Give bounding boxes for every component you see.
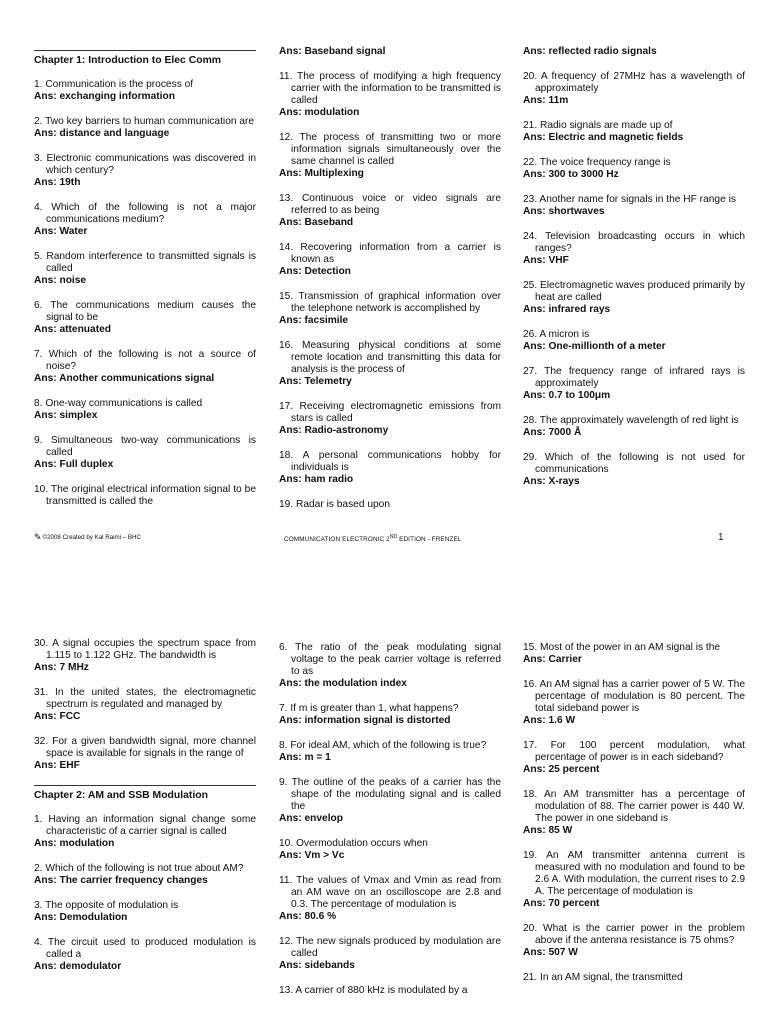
answer-text: Ans: 7 MHz: [34, 662, 89, 673]
answer-text: Ans: 300 to 3000 Hz: [523, 169, 619, 180]
page-number: 1: [718, 532, 724, 543]
question-item: [523, 46, 745, 58]
answer-text: Ans: 80.6 %: [279, 911, 337, 922]
question-text: 22. The voice frequency range is: [523, 157, 671, 168]
question-item: [523, 280, 745, 316]
answer-text: Ans: modulation: [34, 838, 115, 849]
page1-column-1: [34, 50, 256, 521]
answer-text: Ans: information signal is distorted: [279, 715, 451, 726]
page2-column-2: [279, 642, 501, 1010]
answer-text: Ans: simplex: [34, 410, 98, 421]
answer-text: Ans: facsimile: [279, 315, 349, 326]
question-item: [279, 450, 501, 486]
question-item: [34, 863, 256, 887]
question-text: 9. Simultaneous two-way communications is called: [34, 435, 256, 458]
question-text: 32. For a given bandwidth signal, more channel space is available for signals in the range of: [34, 736, 256, 759]
answer-text: Ans: demodulator: [34, 961, 122, 972]
question-list: [279, 46, 501, 511]
footer-credit-text: ©2008 Created by Kal Raimi – BHC: [42, 534, 141, 541]
answer-text: Ans: Radio-astronomy: [279, 425, 389, 436]
question-item: [523, 366, 745, 402]
page-gap: [0, 560, 768, 628]
answer-text: Ans: attenuated: [34, 324, 111, 335]
question-list: [34, 638, 256, 772]
question-item: [34, 484, 256, 508]
question-text: 12. The process of transmitting two or more information signals simultaneously over the same channel is called: [279, 132, 501, 167]
question-item: [279, 242, 501, 278]
question-item: [34, 814, 256, 850]
question-text: 1. Having an information signal change some characteristic of a carrier signal is called: [34, 814, 256, 837]
question-text: 28. The approximately wavelength of red light is: [523, 415, 739, 426]
question-text: 15. Transmission of graphical information over the telephone network is accomplished by: [279, 291, 501, 314]
question-item: [523, 850, 745, 910]
question-text: 17. For 100 percent modulation, what percentage of power is in each sideband?: [523, 740, 745, 763]
question-item: [279, 401, 501, 437]
question-item: [34, 202, 256, 238]
question-item: [523, 972, 745, 984]
question-text: 11. The process of modifying a high frequency carrier with the information to be transmitted is called: [279, 71, 501, 106]
question-item: [279, 193, 501, 229]
question-item: [523, 120, 745, 144]
question-text: 7. Which of the following is not a source of noise?: [34, 349, 256, 372]
question-item: [279, 985, 501, 997]
question-item: [523, 157, 745, 181]
question-item: [523, 415, 745, 439]
question-item: [279, 291, 501, 327]
question-item: [34, 116, 256, 140]
question-text: 3. Electronic communications was discovered in which century?: [34, 153, 256, 176]
question-item: [523, 231, 745, 267]
question-item: [523, 679, 745, 727]
question-item: [523, 740, 745, 776]
question-text: 15. Most of the power in an AM signal is the: [523, 642, 721, 653]
question-text: 21. Radio signals are made up of: [523, 120, 673, 131]
answer-text: Ans: FCC: [34, 711, 81, 722]
question-item: [279, 642, 501, 690]
answer-text: Ans: Detection: [279, 266, 351, 277]
question-item: [279, 71, 501, 119]
question-text: 18. A personal communications hobby for individuals is: [279, 450, 501, 473]
question-text: 25. Electromagnetic waves produced primarily by heat are called: [523, 280, 745, 303]
question-item: [523, 194, 745, 218]
question-item: [279, 132, 501, 180]
question-text: 21. In an AM signal, the transmitted: [523, 972, 683, 983]
answer-text: Ans: infrared rays: [523, 304, 611, 315]
question-text: 4. Which of the following is not a major communications medium?: [34, 202, 256, 225]
question-text: 10. The original electrical information signal to be transmitted is called the: [34, 484, 256, 507]
answer-text: Ans: envelop: [279, 813, 343, 824]
answer-text: Ans: noise: [34, 275, 87, 286]
question-item: [523, 452, 745, 488]
question-text: 14. Recovering information from a carrier is known as: [279, 242, 501, 265]
question-text: 1. Communication is the process of: [34, 79, 194, 90]
page2-column-3: [523, 642, 745, 997]
question-list: [34, 814, 256, 973]
answer-text: Ans: 507 W: [523, 947, 578, 958]
question-item: [34, 736, 256, 772]
question-item: [523, 923, 745, 959]
answer-text: Ans: distance and language: [34, 128, 170, 139]
question-text: 13. A carrier of 880 kHz is modulated by a: [279, 985, 468, 996]
question-item: [523, 642, 745, 666]
question-item: [279, 740, 501, 764]
answer-text: Ans: m = 1: [279, 752, 331, 763]
question-list: [279, 642, 501, 997]
answer-text: Ans: exchanging information: [34, 91, 175, 102]
answer-text: Ans: 11m: [523, 95, 569, 106]
answer-text: Ans: the modulation index: [279, 678, 407, 689]
answer-text: Ans: Baseband signal: [279, 46, 386, 57]
answer-text: Ans: X-rays: [523, 476, 580, 487]
footer-title-part-b: EDITION - FRENZEL: [397, 536, 462, 544]
answer-text: Ans: EHF: [34, 760, 80, 771]
answer-text: Ans: 0.7 to 100μm: [523, 390, 611, 401]
question-item: [34, 687, 256, 723]
question-text: 29. Which of the following is not used for communications: [523, 452, 745, 475]
question-item: [34, 300, 256, 336]
question-text: 8. One-way communications is called: [34, 398, 203, 409]
question-text: 31. In the united states, the electromagnetic spectrum is regulated and managed by: [34, 687, 256, 710]
footer-credit: [34, 533, 141, 542]
question-item: [34, 398, 256, 422]
question-text: 26. A micron is: [523, 329, 590, 340]
answer-text: Ans: Another communications signal: [34, 373, 215, 384]
answer-text: Ans: VHF: [523, 255, 569, 266]
question-item: [279, 838, 501, 862]
question-text: 2. Two key barriers to human communication are: [34, 116, 255, 127]
question-text: 6. The ratio of the peak modulating signal voltage to the peak carrier voltage is referred to as: [279, 642, 501, 677]
answer-text: Ans: The carrier frequency changes: [34, 875, 208, 886]
question-item: [523, 329, 745, 353]
question-text: 20. A frequency of 27MHz has a wavelength of approximately: [523, 71, 745, 94]
footer-title-sup: ND: [389, 534, 398, 540]
chapter-rule: [34, 50, 256, 51]
answer-text: Ans: 1.6 W: [523, 715, 576, 726]
question-text: 18. An AM transmitter has a percentage of modulation of 88. The carrier power is 440 W. The power in one sideband is: [523, 789, 745, 824]
question-item: [34, 79, 256, 103]
question-item: [34, 349, 256, 385]
page1-column-2: [279, 46, 501, 524]
question-item: [279, 875, 501, 923]
question-text: 13. Continuous voice or video signals are referred to as being: [279, 193, 501, 216]
question-item: [34, 153, 256, 189]
answer-text: Ans: Multiplexing: [279, 168, 364, 179]
answer-text: Ans: modulation: [279, 107, 360, 118]
question-text: 12. The new signals produced by modulation are called: [279, 936, 501, 959]
pencil-logo-icon: ✎: [34, 532, 42, 542]
question-list: [523, 46, 745, 488]
question-list: [523, 642, 745, 984]
question-list: [34, 79, 256, 508]
answer-text: Ans: 25 percent: [523, 764, 600, 775]
footer-title: [284, 534, 462, 543]
answer-text: Ans: Baseband: [279, 217, 354, 228]
question-text: 23. Another name for signals in the HF range is: [523, 194, 736, 205]
chapter-heading: Chapter 2: AM and SSB Modulation: [34, 790, 208, 801]
answer-text: Ans: Full duplex: [34, 459, 114, 470]
question-item: [279, 777, 501, 825]
question-text: 8. For ideal AM, which of the following is true?: [279, 740, 487, 751]
question-item: [279, 703, 501, 727]
answer-text: Ans: 70 percent: [523, 898, 600, 909]
page1-column-3: [523, 46, 745, 501]
answer-text: Ans: Electric and magnetic fields: [523, 132, 684, 143]
question-item: [34, 937, 256, 973]
question-item: [279, 936, 501, 972]
answer-text: Ans: One-millionth of a meter: [523, 341, 666, 352]
document-page-2: [0, 628, 768, 1024]
question-item: [279, 499, 501, 511]
question-item: [34, 251, 256, 287]
question-item: [279, 46, 501, 58]
question-text: 16. Measuring physical conditions at some remote location and transmitting this data for analysis is the process of: [279, 340, 501, 375]
question-text: 19. Radar is based upon: [279, 499, 391, 510]
answer-text: Ans: Demodulation: [34, 912, 128, 923]
question-item: [279, 340, 501, 388]
question-text: 3. The opposite of modulation is: [34, 900, 179, 911]
question-item: [34, 435, 256, 471]
question-text: 5. Random interference to transmitted signals is called: [34, 251, 256, 274]
question-text: 2. Which of the following is not true about AM?: [34, 863, 244, 874]
question-text: 11. The values of Vmax and Vmin as read from an AM wave on an oscilloscope are 2.8 and 0.3. The percentage of modulation is: [279, 875, 501, 910]
answer-text: Ans: sidebands: [279, 960, 355, 971]
answer-text: Ans: Water: [34, 226, 88, 237]
question-text: 17. Receiving electromagnetic emissions from stars is called: [279, 401, 501, 424]
footer-title-part-a: COMMUNICATION ELECTRONIC 2: [284, 536, 390, 544]
question-text: 20. What is the carrier power in the problem above if the antenna resistance is 75 ohms?: [523, 923, 745, 946]
question-text: 4. The circuit used to produced modulation is called a: [34, 937, 256, 960]
answer-text: Ans: reflected radio signals: [523, 46, 657, 57]
question-text: 7. If m is greater than 1, what happens?: [279, 703, 459, 714]
question-text: 27. The frequency range of infrared rays is approximately: [523, 366, 745, 389]
question-item: [34, 638, 256, 674]
answer-text: Ans: ham radio: [279, 474, 354, 485]
question-text: 10. Overmodulation occurs when: [279, 838, 428, 849]
chapter-rule: [34, 785, 256, 786]
question-text: 16. An AM signal has a carrier power of 5 W. The percentage of modulation is 80 percent. The total sideband power is: [523, 679, 745, 714]
question-item: [523, 71, 745, 107]
question-text: 24. Television broadcasting occurs in which ranges?: [523, 231, 745, 254]
question-text: 19. An AM transmitter antenna current is measured with no modulation and found to be 2.6 A. With modulation, the current rises to 2.9 A. The percentage of modulation is: [523, 850, 745, 897]
answer-text: Ans: shortwaves: [523, 206, 605, 217]
answer-text: Ans: Vm > Vc: [279, 850, 345, 861]
question-text: 9. The outline of the peaks of a carrier has the shape of the modulating signal and is called the: [279, 777, 501, 812]
question-text: 6. The communications medium causes the signal to be: [34, 300, 256, 323]
answer-text: Ans: Telemetry: [279, 376, 352, 387]
question-item: [523, 789, 745, 837]
answer-text: Ans: 19th: [34, 177, 81, 188]
answer-text: Ans: 85 W: [523, 825, 573, 836]
answer-text: Ans: Carrier: [523, 654, 582, 665]
chapter-heading: Chapter 1: Introduction to Elec Comm: [34, 55, 222, 66]
answer-text: Ans: 7000 Å: [523, 427, 582, 438]
page2-column-1: [34, 638, 256, 986]
question-item: [34, 900, 256, 924]
question-text: 30. A signal occupies the spectrum space from 1.115 to 1.122 GHz. The bandwidth is: [34, 638, 256, 661]
